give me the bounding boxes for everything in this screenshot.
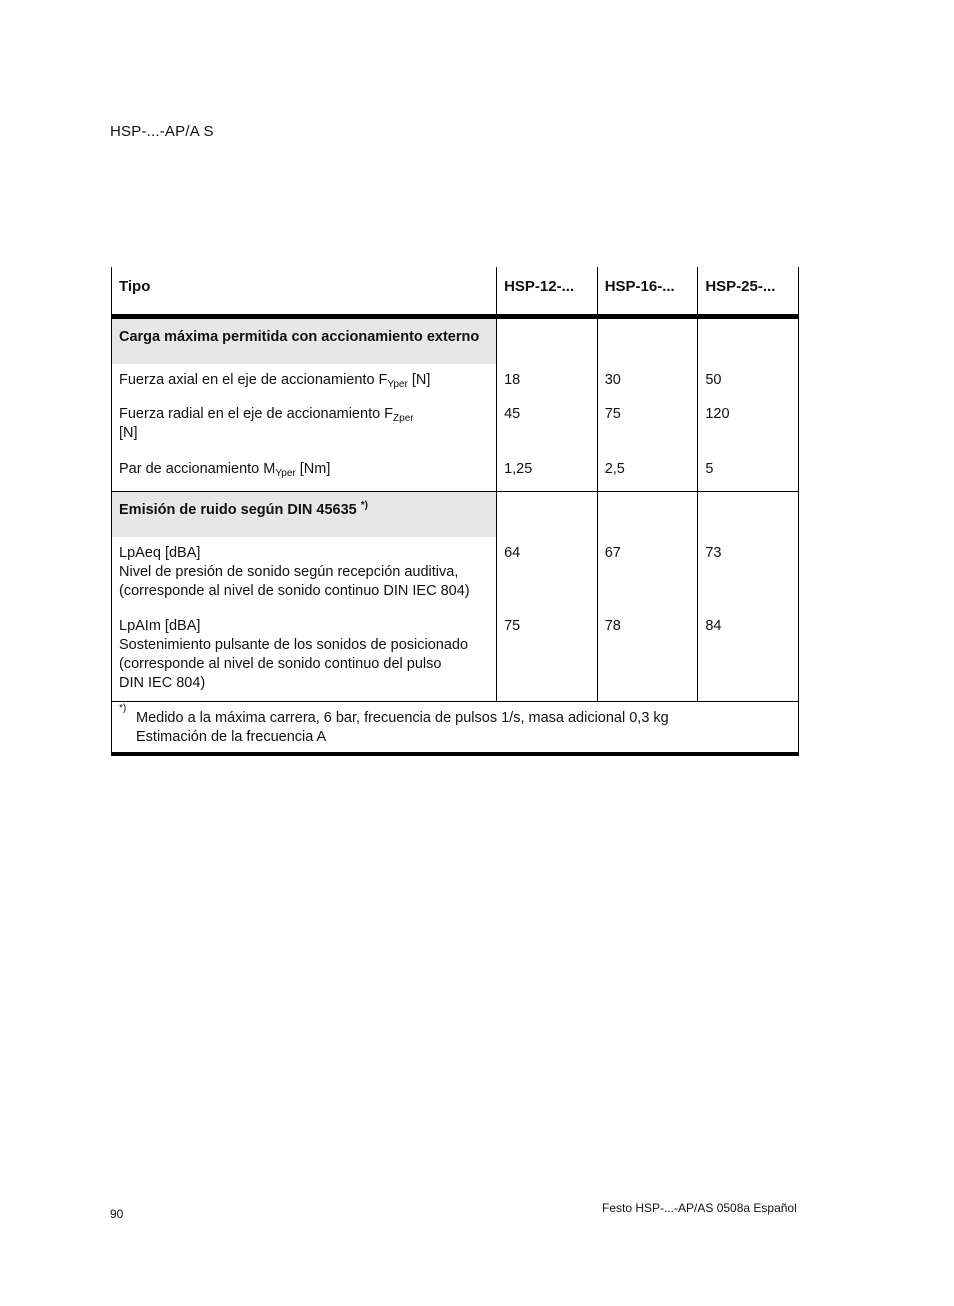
table-cell: 1,25 — [497, 453, 598, 492]
specifications-table — [111, 267, 799, 756]
table-row — [112, 398, 799, 453]
footnote-line-2: Estimación de la frecuencia A — [136, 729, 327, 745]
table-cell: 73 — [698, 537, 799, 610]
table-cell: 50 — [698, 364, 799, 398]
table-cell: 45 — [497, 398, 598, 453]
table-cell: 2,5 — [597, 453, 698, 492]
table-row — [112, 453, 799, 492]
table-cell: 30 — [597, 364, 698, 398]
table-row — [112, 364, 799, 398]
table-cell: 84 — [698, 610, 799, 702]
table-cell: 67 — [597, 537, 698, 610]
table-footnote-row — [112, 702, 799, 755]
table-header-row — [112, 267, 799, 317]
section-title-noise: Emisión de ruido según DIN 45635 *) — [112, 492, 497, 538]
table-cell: 78 — [597, 610, 698, 702]
footnote-mark: *) — [119, 703, 127, 714]
section-row-noise — [112, 492, 799, 538]
page-header: HSP-...-AP/A S — [110, 123, 214, 140]
row-label-lpaim: LpAIm [dBA] Sostenimiento pulsante de los sonidos de posicionado (corresponde al nivel de sonido continuo del pulso DIN IEC 804) — [112, 610, 497, 702]
section-title-max-load: Carga máxima permitida con accionamiento externo — [112, 317, 497, 365]
table-footnote — [112, 702, 799, 755]
table-row — [112, 537, 799, 610]
footnote-line-1: Medido a la máxima carrera, 6 bar, frecuencia de pulsos 1/s, masa adicional 0,3 kg — [136, 710, 669, 726]
table-cell: 75 — [597, 398, 698, 453]
table-cell: 75 — [497, 610, 598, 702]
document-footer: Festo HSP-...-AP/AS 0508a Español — [602, 1201, 797, 1215]
header-col-hsp25: HSP-25-... — [698, 267, 799, 317]
row-label-axial-force: Fuerza axial en el eje de accionamiento $F_{Yper}$ [N] — [112, 364, 497, 398]
table-cell: 64 — [497, 537, 598, 610]
section-row-max-load — [112, 317, 799, 365]
header-col-hsp16: HSP-16-... — [597, 267, 698, 317]
table-cell: 120 — [698, 398, 799, 453]
header-type-label: Tipo — [112, 267, 497, 317]
table-row — [112, 610, 799, 702]
page-number: 90 — [110, 1207, 124, 1221]
row-label-lpaeq: LpAeq [dBA] Nivel de presión de sonido según recepción auditiva, (corresponde al nivel de sonido continuo DIN IEC 804) — [112, 537, 497, 610]
row-label-radial-force: Fuerza radial en el eje de accionamiento $F_{Zper}$ [N] — [112, 398, 497, 453]
table-cell: 5 — [698, 453, 799, 492]
header-col-hsp12: HSP-12-... — [497, 267, 598, 317]
table-cell: 18 — [497, 364, 598, 398]
row-label-drive-torque: Par de accionamiento $M_{Yper}$ [Nm] — [112, 453, 497, 492]
